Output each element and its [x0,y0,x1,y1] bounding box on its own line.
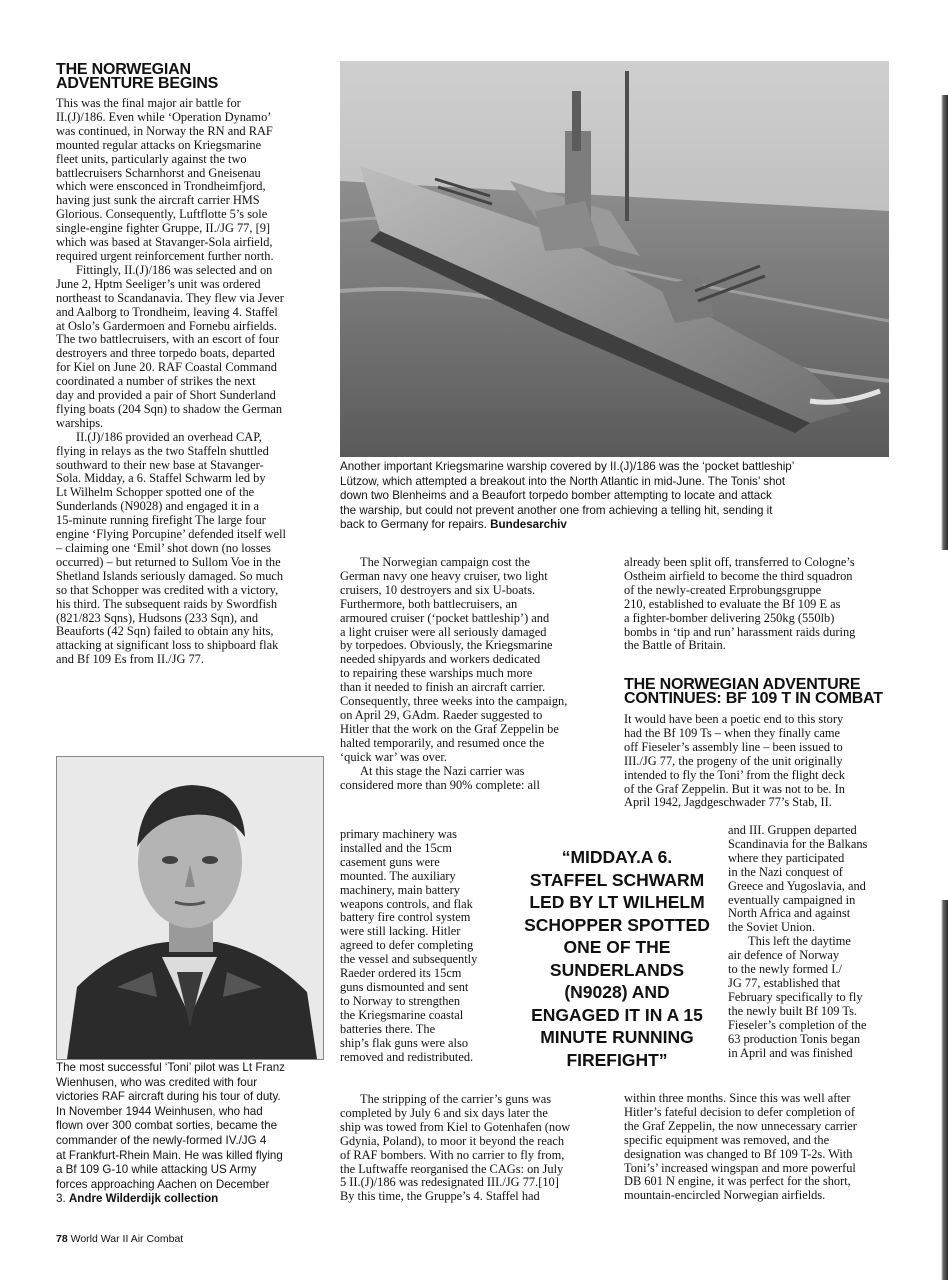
text-line: northeast to Scandanavia. They flew via Jever [56,290,284,305]
caption-line: down two Blenheims and a Beaufort torpedo bomber attempting to locate and attack [340,489,772,503]
text-line: southward to their new base at Stavanger- [56,457,264,472]
text-line: The Norwegian campaign cost the [360,555,530,569]
text-line: had the Bf 109 Ts – when they finally came [624,725,841,740]
text-line: specific equipment was removed, and the [624,1132,830,1147]
text-line: II.(J)/186 provided an overhead CAP, [76,429,262,444]
text-line: agreed to defer completing [340,938,474,953]
text-line: having just sunk the aircraft carrier HMS [56,193,260,208]
text-line: German navy one heavy cruiser, two light [340,568,548,583]
heading-line: THE NORWEGIAN ADVENTURE [624,676,861,693]
caption-line [56,1192,346,1207]
text-line: cruisers, 10 destroyers and six U-boats. [340,582,536,597]
ship-photo [340,61,889,457]
pull-quote-line: FIREFIGHT” [566,1049,668,1070]
text-line: batteries there. The [340,1021,436,1036]
text-line: needed shipyards and workers dedicated [340,652,541,667]
text-line: weapons controls, and flak [340,896,473,911]
text-line: halted temporarily, and resumed once the [340,735,545,750]
ship-photo-illustration [340,61,889,457]
photo-credit: Andre Wilderdijk collection [68,1192,219,1206]
text-line: Glorious. Consequently, Luftflotte 5’s sole [56,207,268,222]
text-line: mounted regular attacks on Kriegsmarine [56,137,262,152]
text-line: destroyers and three torpedo boats, departed [56,346,275,361]
caption-line: victories RAF aircraft during his tour of duty. [56,1090,281,1104]
caption-line: forces approaching Aachen on December [56,1177,270,1191]
text-line: which was based at Stavanger-Sola airfield, [56,235,273,250]
text-line: 5 II.(J)/186 was redesignated III./JG 77.[10] [340,1175,559,1190]
text-line: Sola. Midday, a 6. Staffel Schwarm led by [56,471,266,486]
text-line: and III. Gruppen departed [728,823,857,837]
text-line: flying in relays as the two Staffeln shuttled [56,443,269,458]
text-line: This was the final major air battle for [56,96,241,110]
text-line: Shetland Islands seriously damaged. So much [56,568,284,583]
text-line: Lt Wilhelm Schopper spotted one of the [56,485,255,500]
text-line: to Norway to strengthen [340,993,461,1008]
section-heading-norwegian-adventure [56,63,218,91]
text-line: the Luftwaffe reorganised the CAGs: on July [340,1161,564,1176]
text-line: At this stage the Nazi carrier was [360,763,525,778]
text-line: by torpedoes. Obviously, the Kriegsmarine [340,638,553,653]
caption-line: In November 1944 Weinhusen, who had [56,1104,263,1118]
caption-line: flown over 300 combat sorties, became the [56,1119,278,1133]
portrait-illustration [57,757,323,1059]
text-line: for Kiel on June 20. RAF Coastal Command [56,360,277,375]
text-line: the Graf Zeppelin, the now unnecessary carrier [624,1118,857,1133]
text-line: attacking at significant loss to shipboard flak [56,638,279,653]
text-line: the Kriegsmarine coastal [340,1007,464,1022]
pull-quote-line: “MIDDAY.A 6. [561,847,673,867]
section-heading-adventure-continues [624,678,883,706]
text-line: already been split off, transferred to Cologne’s [624,555,855,569]
text-line: completed by July 6 and six days later the [340,1105,548,1120]
text-line: was continued, in Norway the RN and RAF [56,123,273,138]
text-line: so that Schopper was credited with a victory, [56,582,279,597]
text-line: on April 29, GAdm. Raeder suggested to [340,707,543,722]
caption-line: The most successful ‘Toni’ pilot was Lt Franz [56,1061,285,1074]
text-line: battlecruisers Scharnhorst and Gneisenau [56,165,261,180]
text-line: Raeder ordered its 15cm [340,966,462,981]
text-line: of RAF bombers. With no carrier to fly from, [340,1147,565,1162]
text-line: ship was towed from Kiel to Gotenhafen (now [340,1119,571,1134]
text-line: off Fieseler’s assembly line – been issued to [624,739,843,754]
text-line: guns dismounted and sent [340,979,469,994]
text-line: of the Graf Zeppelin. But it was not to be. In [624,781,845,796]
text-line: ‘quick war’ was over. [340,749,447,764]
text-line: than it needed to finish an aircraft carrier. [340,680,546,695]
text-line: Consequently, three weeks into the campaign, [340,694,568,709]
text-line: This left the daytime [748,934,851,949]
text-line: Ostheim airfield to become the third squadron [624,568,853,583]
text-line: required urgent reinforcement further north. [56,248,274,263]
publication-name: World War II Air Combat [70,1233,184,1245]
text-line: primary machinery was [340,827,457,841]
text-line: designation was changed to Bf 109 T-2s. With [624,1146,853,1161]
text-line: of the newly-created Erprobungsgruppe [624,582,822,597]
text-line: Fieseler’s completion of the [728,1017,867,1032]
page-number: 78 [56,1233,68,1245]
text-line: mounted. The auxiliary [340,868,456,883]
text-line: day and provided a pair of Short Sunderland [56,388,276,403]
text-line: battery fire control system [340,910,471,925]
column-3-narrow [728,824,898,1060]
text-line: in the Nazi conquest of [728,864,843,879]
text-line: and Aalborg to Trondheim, leaving 4. Staffel [56,304,278,319]
text-line: removed and redistributed. [340,1049,474,1064]
text-line: flying boats (204 Sqn) to shadow the German [56,401,283,416]
text-line: Greece and Yugoslavia, and [728,878,866,893]
heading-line: ADVENTURE BEGINS [56,75,219,92]
text-line: bombs in ‘tip and run’ harassment raids during [624,624,856,639]
text-line: Furthermore, both battlecruisers, an [340,596,518,611]
text-line: warships. [56,415,104,430]
text-line: 63 production Tonis began [728,1031,861,1046]
column-2-bottom [340,1093,612,1204]
caption-line: at Frankfurt-Rhein Main. He was killed flying [56,1148,283,1162]
text-line: air defence of Norway [728,948,840,963]
caption-line: commander of the newly-formed IV./JG 4 [56,1133,267,1147]
text-line: JG 77, established that [728,975,841,990]
caption-line: Lützow, which attempted a breakout into the North Atlantic in mid-June. The Tonis’ shot [340,474,786,488]
text-line: DB 601 N engine, it was perfect for the short, [624,1174,851,1189]
pull-quote-line: (N9028) AND [564,982,670,1002]
text-line: mountain-encircled Norwegian airfields. [624,1188,826,1203]
column-2-top [340,556,612,792]
text-line: machinery, main battery [340,882,460,897]
text-line: II.(J)/186. Even while ‘Operation Dynamo’ [56,109,272,124]
text-line: where they participated [728,850,845,865]
text-line: Toni’s’ increased wingspan and more powerful [624,1160,856,1175]
text-line: the Battle of Britain. [624,638,726,653]
text-line: – claiming one ‘Emil’ shot down (no losses [56,541,271,555]
text-line: in April and was finished [728,1045,853,1060]
ship-photo-caption [340,460,910,533]
text-line: a fighter-bomber delivering 250kg (550lb) [624,610,835,625]
pull-quote-line: SUNDERLANDS [549,959,685,980]
text-line: and Bf 109 Es from II./JG 77. [56,652,204,667]
text-line: North Africa and against [728,906,851,921]
page-footer [56,1233,183,1245]
portrait-caption [56,1061,346,1207]
text-line: intended to fly the Toni’ from the flight deck [624,767,845,782]
column-3-section [624,713,894,810]
caption-line: the warship, but could not prevent another one from achieving a telling hit, sending it [340,503,773,517]
text-line: February specifically to fly [728,989,863,1004]
caption-text: back to Germany for repairs. [340,518,487,532]
text-line: a light cruiser were all seriously damaged [340,624,547,639]
portrait-photo [56,756,324,1060]
text-line: armoured cruiser (‘pocket battleship’) and [340,610,550,625]
page-edge-strip [941,900,948,1280]
column-1-body [56,97,326,667]
text-line: his third. The subsequent raids by Swordfish [56,596,278,611]
text-line: which were ensconced in Trondheimfjord, [56,179,266,194]
caption-line [340,518,910,533]
photo-credit: Bundesarchiv [490,518,567,532]
text-line: Scandinavia for the Balkans [728,836,868,851]
text-line: were still lacking. Hitler [340,924,461,939]
pull-quote-line: SCHOPPER SPOTTED [524,914,710,935]
text-line: III./JG 77, the progeny of the unit originally [624,753,843,768]
pull-quote-line: ENGAGED IT IN A 15 [531,1004,703,1025]
text-line: Hitler that the work on the Graf Zeppelin be [340,721,559,736]
heading-line: THE NORWEGIAN [56,61,191,78]
text-line: to repairing these warships much more [340,666,533,681]
text-line: 210, established to evaluate the Bf 109 E as [624,596,841,611]
text-line: June 2, Hptm Seeliger’s unit was ordered [56,276,261,291]
text-line: Sunderlands (N9028) and engaged it in a [56,499,260,514]
column-3-bottom [624,1092,894,1203]
text-line: engine ‘Flying Porcupine’ defended itself well [56,527,286,542]
text-line: occurred) – but returned to Sullom Voe in the [56,554,281,569]
text-line: Beauforts (42 Sqn) failed to obtain any hits, [56,624,274,639]
text-line: fleet units, particularly against the two [56,151,247,166]
text-line: The stripping of the carrier’s guns was [360,1092,552,1106]
pull-quote-line: STAFFEL SCHWARM [529,869,705,890]
column-2-narrow [340,828,510,1064]
pull-quote [511,846,723,1071]
text-line: eventually campaigned in [728,892,856,907]
text-line: single-engine fighter Gruppe, II./JG 77, [9] [56,221,271,236]
text-line: to the newly formed I./ [728,962,842,977]
text-line: The two battlecruisers, with an escort of four [56,332,279,347]
text-line: the Soviet Union. [728,920,816,935]
text-line: considered more than 90% complete: all [340,777,540,792]
text-line: By this time, the Gruppe’s 4. Staffel had [340,1189,540,1204]
text-line: the newly built Bf 109 Ts. [728,1003,857,1018]
caption-line: Wienhusen, who was credited with four [56,1075,258,1089]
text-line: at Oslo’s Gardermoen and Fornebu airfields. [56,318,277,333]
text-line: Fittingly, II.(J)/186 was selected and on [76,262,273,277]
caption-line: a Bf 109 G-10 while attacking US Army [56,1163,257,1177]
text-line: within three months. Since this was well after [624,1091,851,1105]
text-line: 15-minute running firefight The large four [56,513,266,528]
page-edge-strip [941,95,948,550]
caption-text: 3. [56,1192,66,1206]
pull-quote-line: MINUTE RUNNING [540,1027,694,1047]
text-line: Hitler’s fateful decision to defer completion of [624,1104,855,1119]
text-line: It would have been a poetic end to this story [624,712,844,726]
column-3-top [624,556,894,653]
text-line: April 1942, Jagdgeschwader 77’s Stab, II. [624,795,832,810]
text-line: casement guns were [340,854,440,869]
pull-quote-line: ONE OF THE [563,937,671,957]
text-line: coordinated a number of strikes the next [56,374,256,389]
heading-line: CONTINUES: BF 109 T IN COMBAT [624,690,883,707]
text-line: (821/823 Sqns), Hudsons (233 Sqn), and [56,610,259,625]
text-line: ship’s flak guns were also [340,1035,469,1050]
pull-quote-line: LED BY LT WILHELM [529,892,705,912]
caption-line: Another important Kriegsmarine warship covered by II.(J)/186 was the ‘pocket battleship’ [340,460,795,473]
text-line: Gdynia, Poland), to moor it beyond the reach [340,1133,565,1148]
text-line: the vessel and subsequently [340,952,478,967]
text-line: installed and the 15cm [340,840,452,855]
